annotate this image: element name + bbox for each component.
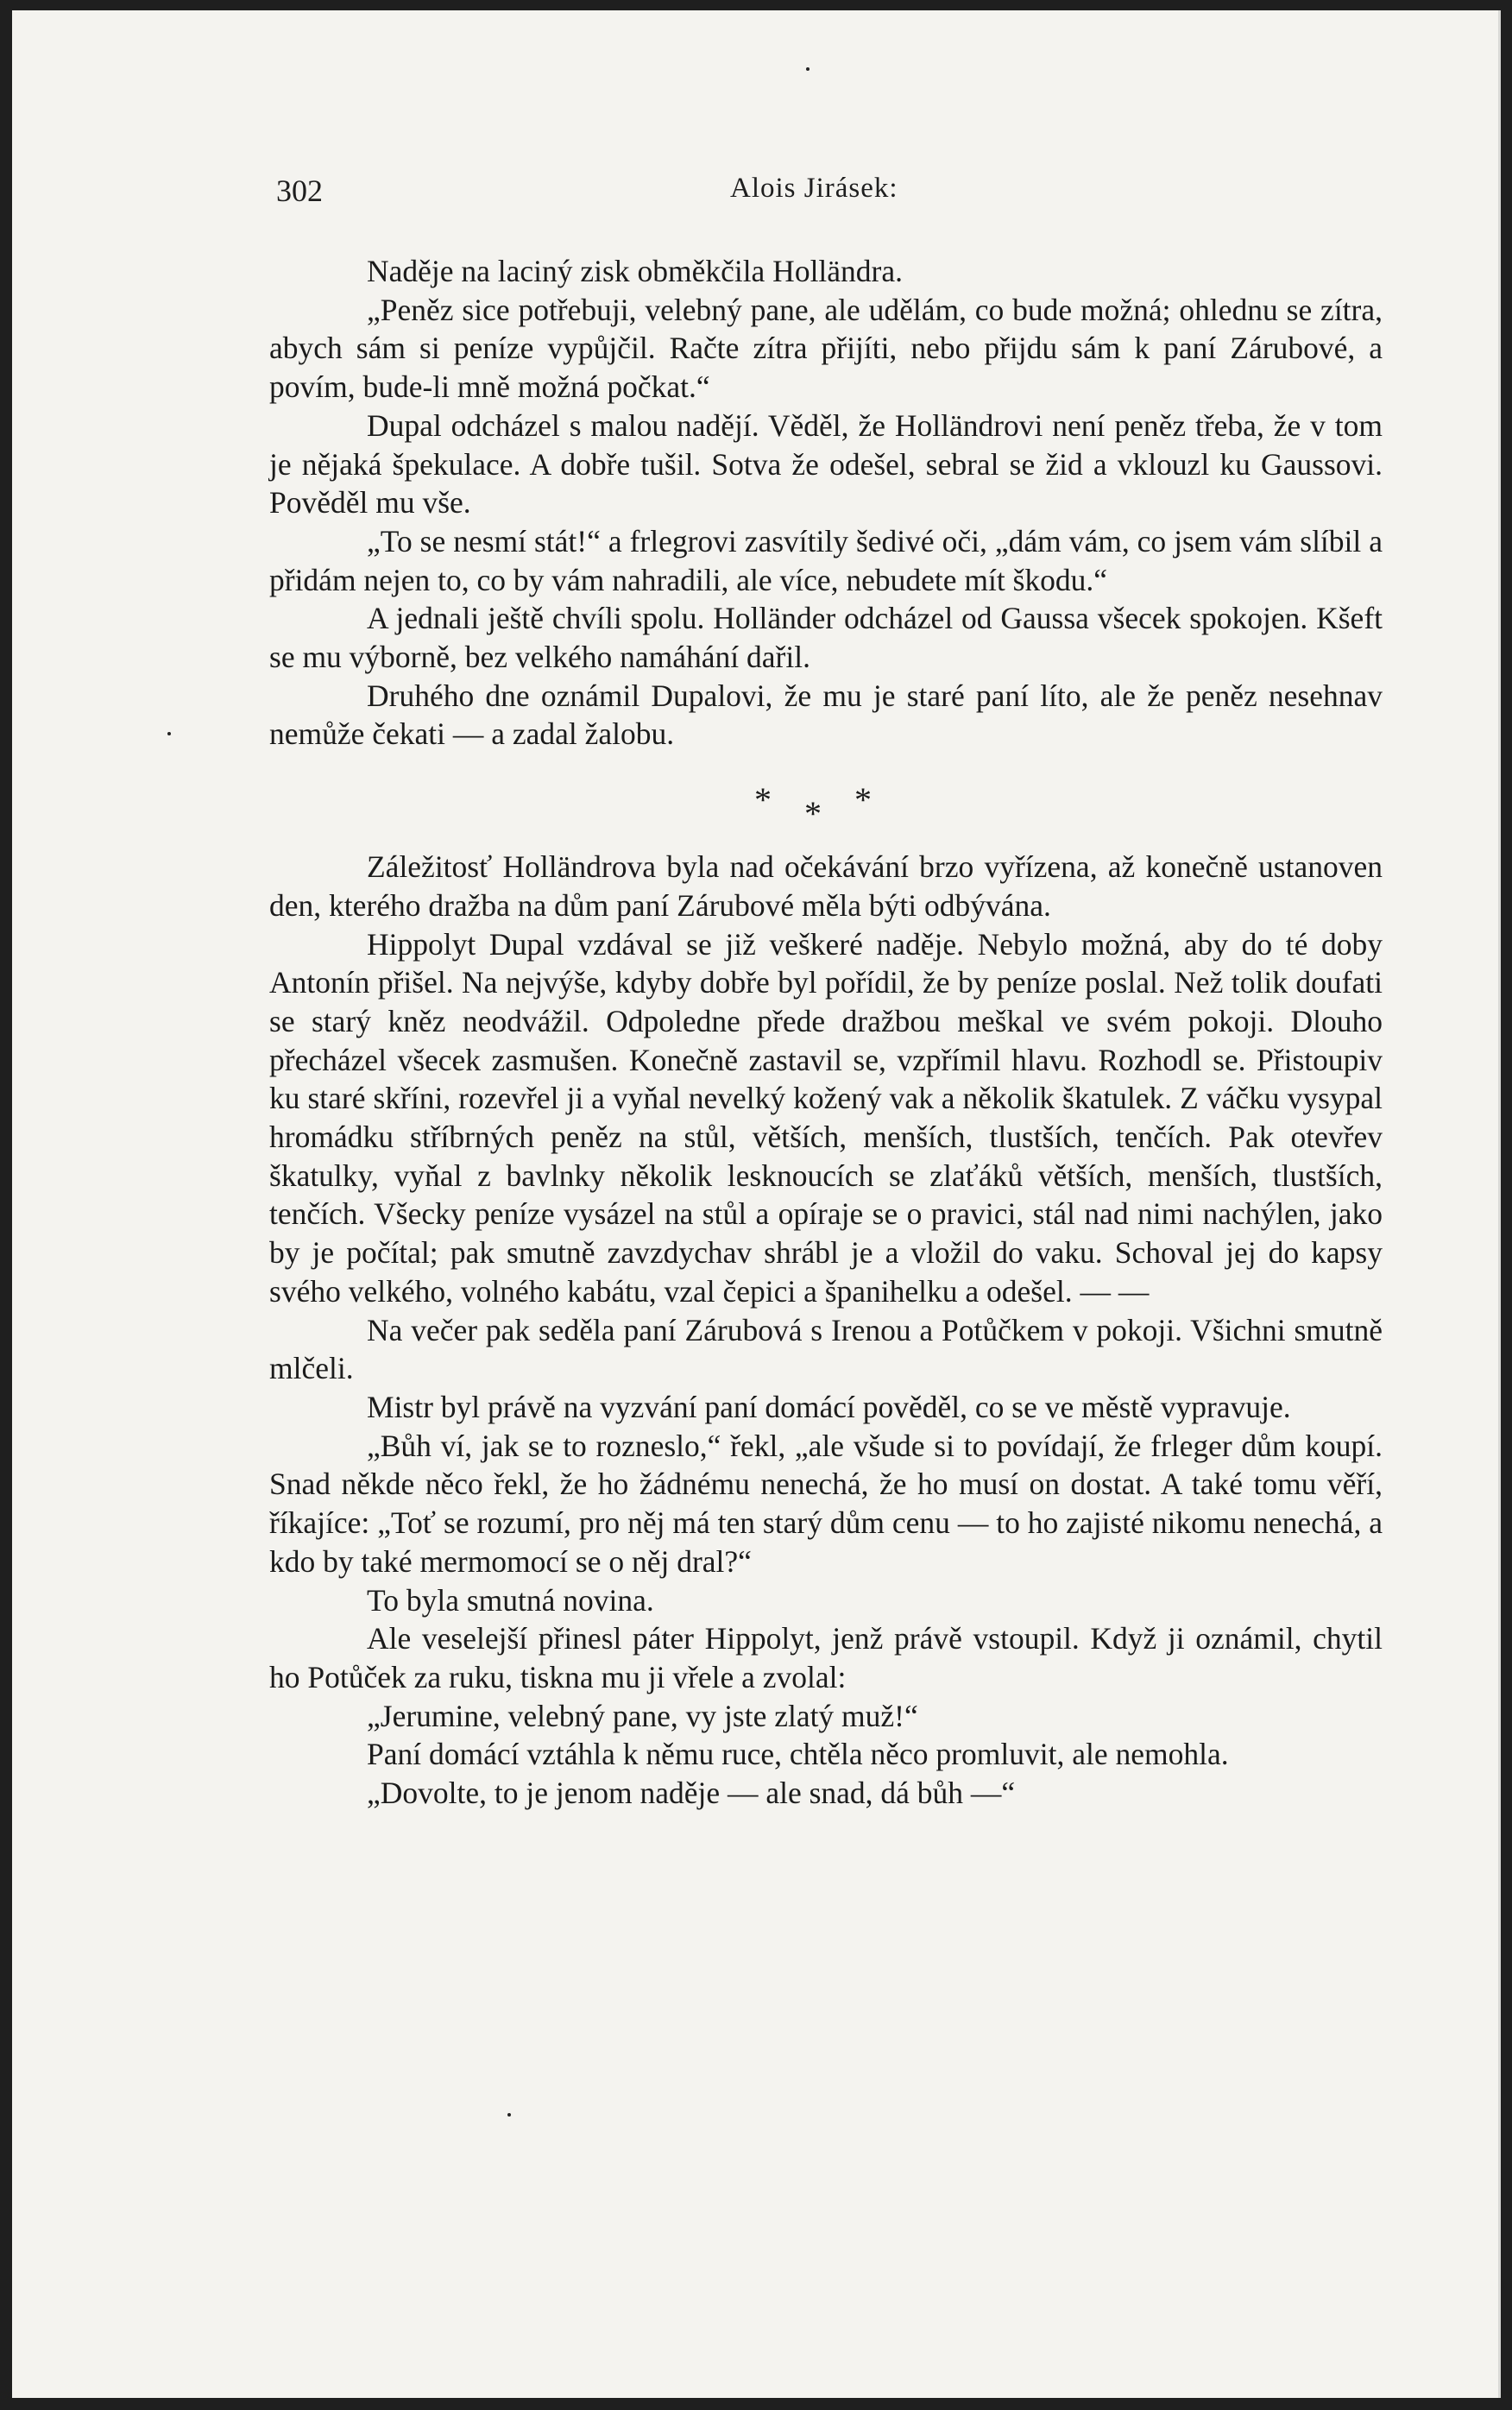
paragraph: To byla smutná novina. [367,1582,654,1618]
running-title: Alois Jirásek: [730,173,898,204]
page-header [264,173,937,211]
paragraph: Ale veselejší přinesl páter Hippolyt, jenž právě vstoupil. Když ji oznámil, chytil ho Potůček za ruku, tiskna mu ji vřele a zvolal: [269,1621,1383,1694]
separator-asterisk: * [754,780,772,820]
separator-asterisk: * [804,794,822,834]
page-number: 302 [276,173,323,208]
paragraph: „Dovolte, to je jenom naděje — ale snad, dá bůh —“ [367,1776,1016,1811]
paragraph: Záležitosť Holländrova byla nad očekávání brzo vyřízena, až konečně ustanoven den, kterého dražba na dům paní Zárubové měla býti odbývána. [269,849,1383,923]
paragraph: Hippolyt Dupal vzdával se již veškeré naděje. Nebylo možná, aby do té doby Antonín přišel. Na nejvýše, kdyby dobře byl pořídil, že by peníze poslal. Než tolik doufati se starý kněz neodvážil. Odpoledne přede dražbou meškal ve svém pokoji. Dlouho přecházel všecek zasmušen. Konečně zastavil se, vzpřímil hlavu. Rozhodl se. Přistoupiv ku staré skříni, rozevřel ji a vyňal nevelký kožený vak a několik škatulek. Z váčku vysypal hromádku stříbrných peněz na stůl, větších, menších, tlustších, tenčích. Pak otevřev škatulky, vyňal z bavlnky několik lesknoucích se zlaťáků větších, menších, tlustších, tenčích. Všecky peníze vysázel na stůl a opíraje se o pravici, stál nad nimi nachýlen, jako by je počítal; pak smutně zavzdychav shrábl je a vložil do vaku. Schoval jej do kapsy svého velkého, volného kabátu, vzal čepici a španihelku a odešel. — — [269,926,1383,1309]
paragraph: „Peněz sice potřebuji, velebný pane, ale udělám, co bude možná; ohlednu se zítra, abych sám si peníze vypůjčil. Račte zítra přijíti, nebo přijdu sám k paní Zárubové, a povím, bude-li mně možná počkat.“ [269,292,1383,405]
separator-asterisk: * [854,780,872,820]
ink-speck [507,2113,511,2117]
ink-speck [167,732,171,735]
paragraph: Dupal odcházel s malou nadějí. Věděl, že Holländrovi není peněz třeba, že v tom je nějaká špekulace. A dobře tušil. Sotva že odešel, sebral se žid a vklouzl ku Gaussovi. Pověděl mu vše. [269,407,1383,520]
paragraph: Paní domácí vztáhla k němu ruce, chtěla něco promluvit, ale nemohla. [367,1737,1229,1772]
paragraph: Na večer pak seděla paní Zárubová s Irenou a Potůčkem v pokoji. Všichni smutně mlčeli. [269,1312,1383,1386]
paragraph: A jednali ještě chvíli spolu. Holländer odcházel od Gaussa všecek spokojen. Kšeft se mu výborně, bez velkého namáhání dařil. [269,601,1383,675]
ink-speck [806,67,810,71]
book-page [12,10,1501,2398]
paragraph: Druhého dne oznámil Dupalovi, že mu je staré paní líto, ale že peněz nesehnav nemůže čekati — a zadal žalobu. [269,678,1383,752]
body-text [269,252,1383,1813]
paragraph: Mistr byl právě na vyzvání paní domácí pověděl, co se ve městě vypravuje. [367,1389,1291,1424]
paragraph: Naděje na laciný zisk obměkčila Holländra. [367,254,904,288]
section-separator [269,754,1383,834]
paragraph: „Bůh ví, jak se to rozneslo,“ řekl, „ale všude si to povídají, že frleger dům koupí. Snad někde něco řekl, že ho žádnému nenechá, že ho musí on dostat. A také tomu věří, říkajíce: „Toť se rozumí, pro něj má ten starý dům cenu — to ho zajisté nikomu nenechá, a kdo by také mermomocí se o něj dral?“ [269,1428,1383,1579]
paragraph: „Jerumine, velebný pane, vy jste zlatý muž!“ [367,1698,918,1733]
paragraph: „To se nesmí stát!“ a frlegrovi zasvítily šedivé oči, „dám vám, co jsem vám slíbil a přidám nejen to, co by vám nahradili, ale více, nebudete mít škodu.“ [269,523,1383,597]
